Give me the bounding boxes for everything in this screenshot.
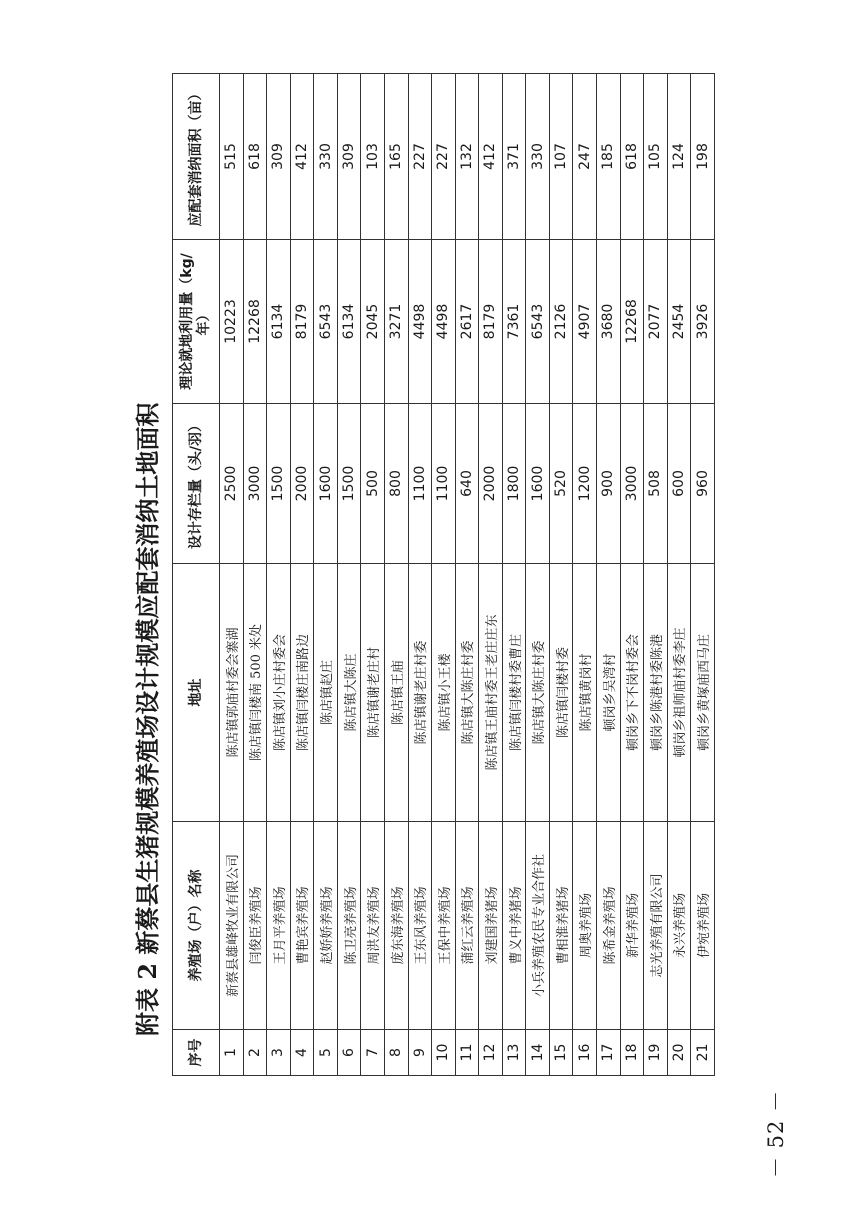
table-row [667, 74, 691, 1076]
table-cell: 陈店镇小王楼 [432, 564, 456, 822]
header-cell: 序号 [173, 1030, 220, 1076]
table-cell: 陈店镇谢老庄村委 [408, 564, 432, 822]
table-cell: 王保中养殖场 [432, 822, 456, 1030]
table-cell: 顿岗乡下不岗村委会 [620, 564, 644, 822]
table-cell: 2454 [667, 240, 691, 404]
table-cell: 14 [526, 1030, 550, 1076]
table-cell: 105 [644, 74, 668, 240]
table-cell: 6134 [337, 240, 361, 404]
table-cell: 640 [455, 404, 479, 564]
table-cell: 周洪友养殖场 [361, 822, 385, 1030]
table-row [314, 74, 338, 1076]
table-cell: 顿岗乡祖师庙村委李庄 [667, 564, 691, 822]
table-cell: 陈店镇大陈庄村委 [455, 564, 479, 822]
table-cell: 3000 [243, 404, 267, 564]
table-cell: 刘建国养猪场 [479, 822, 503, 1030]
table-cell: 赵娇娇养殖场 [314, 822, 338, 1030]
table-cell: 1200 [573, 404, 597, 564]
table-row [408, 74, 432, 1076]
table-cell: 1100 [408, 404, 432, 564]
table-cell: 1100 [432, 404, 456, 564]
table-row [455, 74, 479, 1076]
table-cell: 志光养殖有限公司 [644, 822, 668, 1030]
table-cell: 227 [408, 74, 432, 240]
table-cell: 8179 [479, 240, 503, 404]
table-cell: 2 [243, 1030, 267, 1076]
table-cell: 10 [432, 1030, 456, 1076]
table-cell: 伊宛养殖场 [691, 822, 715, 1030]
farm-table [172, 73, 715, 1076]
table-cell: 1600 [526, 404, 550, 564]
table-cell: 新蔡县雄峰牧业有限公司 [220, 822, 244, 1030]
table-cell: 小兵养殖农民专业合作社 [526, 822, 550, 1030]
table-cell: 309 [337, 74, 361, 240]
header-cell: 应配套消纳面积（亩） [173, 74, 220, 240]
table-row [384, 74, 408, 1076]
table-row [337, 74, 361, 1076]
table-cell: 7 [361, 1030, 385, 1076]
table-cell: 顿岗乡吴湾村 [597, 564, 621, 822]
table-cell: 124 [667, 74, 691, 240]
header-cell: 设计存栏量（头/羽） [173, 404, 220, 564]
table-cell: 21 [691, 1030, 715, 1076]
table-cell: 陈店镇郭庙村委会寨湖 [220, 564, 244, 822]
table-cell: 4907 [573, 240, 597, 404]
table-cell: 顿岗乡黄塚庙西马庄 [691, 564, 715, 822]
table-cell: 2000 [290, 404, 314, 564]
table-cell: 9 [408, 1030, 432, 1076]
table-cell: 8 [384, 1030, 408, 1076]
table-cell: 412 [479, 74, 503, 240]
header-row [173, 74, 220, 1076]
table-cell: 960 [691, 404, 715, 564]
header-cell: 养殖场（户）名称 [173, 822, 220, 1030]
table-cell: 132 [455, 74, 479, 240]
table-row [526, 74, 550, 1076]
table-cell: 6543 [526, 240, 550, 404]
table-cell: 309 [267, 74, 291, 240]
table-cell: 3000 [620, 404, 644, 564]
table-cell: 11 [455, 1030, 479, 1076]
table-cell: 227 [432, 74, 456, 240]
table-cell: 10223 [220, 240, 244, 404]
table-cell: 庞东海养殖场 [384, 822, 408, 1030]
table-row [597, 74, 621, 1076]
table-cell: 陈店镇闫楼村委 [549, 564, 573, 822]
table-cell: 1500 [337, 404, 361, 564]
table-cell: 2617 [455, 240, 479, 404]
table-row [644, 74, 668, 1076]
table-row [502, 74, 526, 1076]
table-row [290, 74, 314, 1076]
table-cell: 陈店镇闫楼村委曹庄 [502, 564, 526, 822]
table-cell: 4 [290, 1030, 314, 1076]
table-cell: 2045 [361, 240, 385, 404]
table-cell: 2126 [549, 240, 573, 404]
table-cell: 曹艳宾养殖场 [290, 822, 314, 1030]
table-cell: 1800 [502, 404, 526, 564]
table-cell: 2000 [479, 404, 503, 564]
table-cell: 165 [384, 74, 408, 240]
table-title: 附表 2 新蔡县生猪规模养殖场设计规模应配套消纳土地面积 [133, 402, 162, 1036]
table-cell: 19 [644, 1030, 668, 1076]
table-row [432, 74, 456, 1076]
table-cell: 陈店镇大陈庄 [337, 564, 361, 822]
table-row [267, 74, 291, 1076]
table-cell: 2500 [220, 404, 244, 564]
table-row [620, 74, 644, 1076]
table-cell: 王月平养殖场 [267, 822, 291, 1030]
table-cell: 618 [620, 74, 644, 240]
table-cell: 陈店镇谢老庄村 [361, 564, 385, 822]
table-cell: 4498 [432, 240, 456, 404]
table-cell: 8179 [290, 240, 314, 404]
table-cell: 618 [243, 74, 267, 240]
table-cell: 412 [290, 74, 314, 240]
table-cell: 103 [361, 74, 385, 240]
table-cell: 247 [573, 74, 597, 240]
table-cell: 曹相淮养猪场 [549, 822, 573, 1030]
table-cell: 周奥养殖场 [573, 822, 597, 1030]
table-cell: 4498 [408, 240, 432, 404]
table-cell: 330 [526, 74, 550, 240]
table-cell: 900 [597, 404, 621, 564]
table-cell: 13 [502, 1030, 526, 1076]
table-row [243, 74, 267, 1076]
table-cell: 6543 [314, 240, 338, 404]
table-cell: 闫俊臣养殖场 [243, 822, 267, 1030]
table-cell: 1500 [267, 404, 291, 564]
table-cell: 顿岗乡陈港村委陈港 [644, 564, 668, 822]
table-body [220, 74, 715, 1076]
table-row [479, 74, 503, 1076]
table-cell: 3271 [384, 240, 408, 404]
table-cell: 520 [549, 404, 573, 564]
table-cell: 185 [597, 74, 621, 240]
table-cell: 330 [314, 74, 338, 240]
table-cell: 陈店镇闫楼庄南路边 [290, 564, 314, 822]
table-cell: 新华养殖场 [620, 822, 644, 1030]
table-cell: 12268 [243, 240, 267, 404]
table-cell: 20 [667, 1030, 691, 1076]
table-cell: 600 [667, 404, 691, 564]
header-cell: 地址 [173, 564, 220, 822]
table-cell: 1 [220, 1030, 244, 1076]
table-cell: 15 [549, 1030, 573, 1076]
table-cell: 5 [314, 1030, 338, 1076]
table-cell: 永兴养殖场 [667, 822, 691, 1030]
table-row [549, 74, 573, 1076]
table-cell: 800 [384, 404, 408, 564]
table-cell: 508 [644, 404, 668, 564]
table-cell: 陈店镇黄岗村 [573, 564, 597, 822]
table-cell: 17 [597, 1030, 621, 1076]
page-number: － 52 － [764, 1089, 788, 1178]
table-cell: 陈店镇大陈庄村委 [526, 564, 550, 822]
table-cell: 371 [502, 74, 526, 240]
table-cell: 陈店镇赵庄 [314, 564, 338, 822]
table-cell: 7361 [502, 240, 526, 404]
table-cell: 2077 [644, 240, 668, 404]
table-cell: 12 [479, 1030, 503, 1076]
table-cell: 16 [573, 1030, 597, 1076]
table-cell: 陈卫亮养殖场 [337, 822, 361, 1030]
table-cell: 3 [267, 1030, 291, 1076]
table-cell: 6134 [267, 240, 291, 404]
table-cell: 3926 [691, 240, 715, 404]
table-row [573, 74, 597, 1076]
table-row [691, 74, 715, 1076]
table-cell: 515 [220, 74, 244, 240]
table-cell: 1600 [314, 404, 338, 564]
header-cell: 理论就地利用量（kg/年） [173, 240, 220, 404]
table-cell: 18 [620, 1030, 644, 1076]
table-cell: 王东风养殖场 [408, 822, 432, 1030]
table-row [361, 74, 385, 1076]
table-cell: 107 [549, 74, 573, 240]
table-cell: 陈店镇闫楼南 500 米处 [243, 564, 267, 822]
table-cell: 500 [361, 404, 385, 564]
table-cell: 陈店镇王庙村委王老庄庄东 [479, 564, 503, 822]
table-cell: 陈希金养殖场 [597, 822, 621, 1030]
table-cell: 陈店镇刘小庄村委会 [267, 564, 291, 822]
table-cell: 198 [691, 74, 715, 240]
table-cell: 12268 [620, 240, 644, 404]
table-cell: 6 [337, 1030, 361, 1076]
table-cell: 陈店镇王庙 [384, 564, 408, 822]
table-cell: 曹义中养猪场 [502, 822, 526, 1030]
table-row [220, 74, 244, 1076]
table-cell: 蒲红云养殖场 [455, 822, 479, 1030]
table-cell: 3680 [597, 240, 621, 404]
